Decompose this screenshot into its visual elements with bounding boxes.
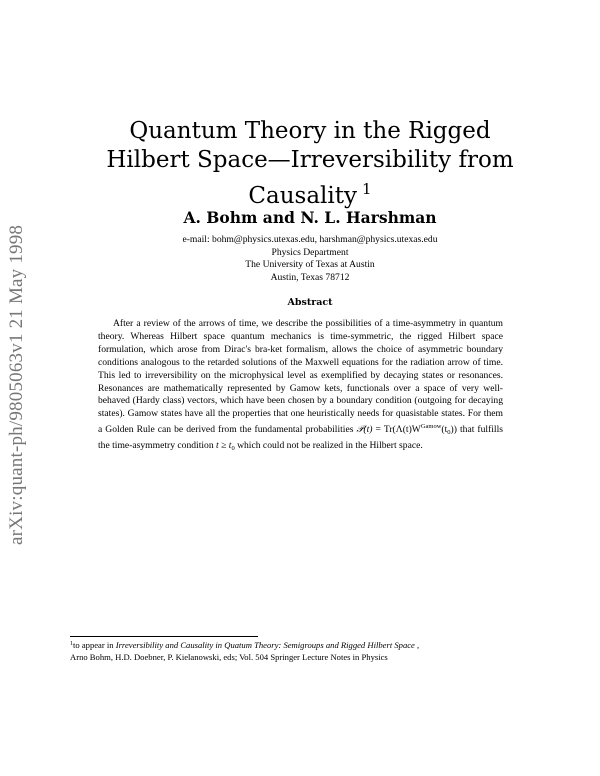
equals-sign: = (372, 424, 384, 436)
probability-lhs: 𝒫(t) (356, 424, 373, 436)
gamow-superscript: Gamow (420, 423, 442, 431)
footnote-rule (70, 636, 258, 637)
title-line-3 (60, 175, 560, 211)
abstract-heading: Abstract (287, 297, 333, 308)
footnote-book-title: Irreversibility and Causality in Quatum Theory: Semigroups and Rigged Hilbert Space (115, 640, 415, 650)
arxiv-identifier-stamp: arXiv:quant-ph/9805063v1 21 May 1998 (6, 224, 27, 545)
footnote-prefix: to appear in (73, 640, 116, 650)
footnote-line-1 (70, 639, 540, 652)
city: Austin, Texas 78712 (270, 271, 350, 283)
probability-arg: (t (441, 424, 448, 436)
time-asymmetry-condition: t ≥ t (216, 440, 232, 452)
title-footnote-mark: 1 (362, 180, 372, 198)
title-line-1: Quantum Theory in the Rigged (129, 118, 491, 144)
probability-close: )) (450, 424, 457, 436)
footnote-line-2: Arno Bohm, H.D. Doebner, P. Kielanowski, eds; Vol. 504 Springer Lecture Notes in Physics (70, 651, 388, 662)
author-email: e-mail: bohm@physics.utexas.edu, harshman@physics.utexas.edu (182, 234, 438, 245)
probability-subscript: 0 (447, 429, 451, 437)
title-line-3-text: Causality (248, 183, 358, 209)
probability-rhs: Tr(Λ(t)W (383, 424, 421, 436)
abstract-body (98, 318, 503, 456)
paper-title (60, 117, 560, 211)
department: Physics Department (271, 246, 349, 258)
author-affiliation (60, 234, 560, 284)
footnote-mark: 1 (70, 641, 73, 647)
author-list: A. Bohm and N. L. Harshman (183, 208, 437, 227)
footnote-suffix: , (414, 640, 420, 650)
footnote (70, 639, 540, 663)
university: The University of Texas at Austin (245, 259, 375, 271)
title-line-2: Hilbert Space—Irreversibility from (106, 147, 514, 173)
abstract-text-main: After a review of the arrows of time, we describe the possibilities of a time-asymmetry in quantum theory. Whereas Hilbert space quantum mechanics is time-symmetric, the rigged Hilbert space formulation, which arose from Dirac's bra-ket formalism, allows the choice of asymmetric boundary conditions analogous to the retarded solutions of the Maxwell equations for the radiation arrow of time. This led to irreversibility on the microphysical level as exemplified by decaying states or resonances. Resonances are mathematically represented by Gamow kets, functionals over a space of very well-behaved (Hardy class) vectors, which have been chosen by a boundary condition (outgoing for decaying states). Gamow states have all the properties that one heuristically needs for quasistable states. For them a Golden Rule can be derived from the fundamental probabilities (98, 318, 503, 436)
condition-subscript: 0 (231, 445, 235, 453)
abstract-text-mid: that fulfills the time-asymmetry condition (98, 424, 503, 452)
abstract-text-end: which could not be realized in the Hilbert space. (234, 440, 423, 452)
